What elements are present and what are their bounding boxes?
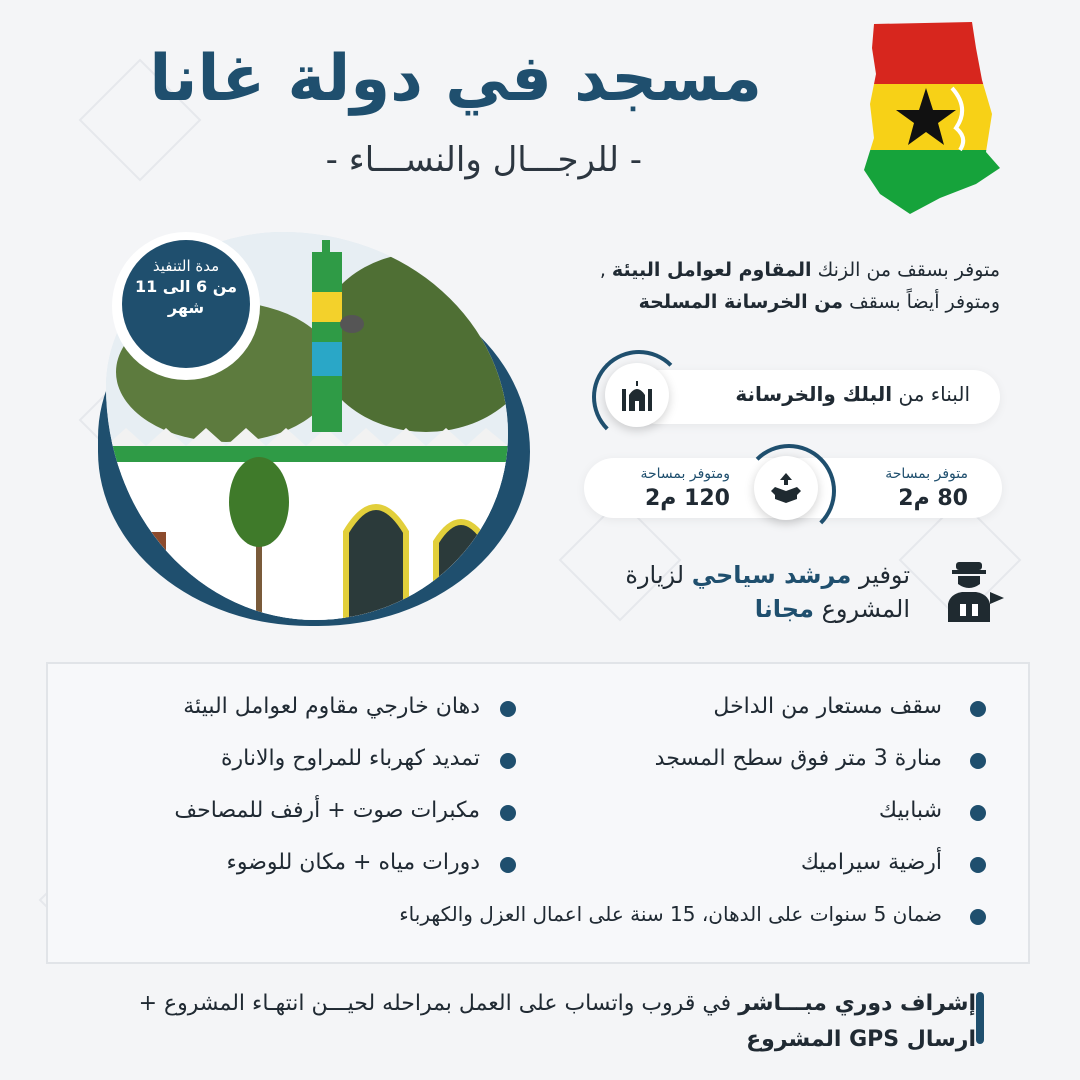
area-left-label: متوفر بمساحة xyxy=(885,466,968,482)
supervision-text xyxy=(96,986,976,1058)
duration-value: من 6 الى 11 xyxy=(134,277,238,296)
guide-bold-2: مجانا xyxy=(754,595,814,623)
bullet-icon xyxy=(500,805,516,821)
desc-text-2: , ومتوفر أيضاً بسقف xyxy=(599,259,1000,313)
construction-bold: البلك والخرسانة xyxy=(735,382,893,406)
feature-item: دهان خارجي مقاوم لعوامل البيئة xyxy=(183,694,480,719)
feature-item: أرضية سيراميك xyxy=(800,850,942,875)
roof-description xyxy=(550,254,1000,318)
page-subtitle: - للرجـــال والنســـاء - xyxy=(325,140,642,180)
feature-item-warranty: ضمان 5 سنوات على الدهان، 15 سنة على اعمال العزل والكهرباء xyxy=(399,902,942,926)
guide-bold-1: مرشد سياحي xyxy=(691,561,852,589)
supervision-bold-2: ارسال GPS المشروع xyxy=(746,1027,976,1052)
area-expand-icon xyxy=(769,471,803,505)
bullet-icon xyxy=(500,857,516,873)
feature-item: مكبرات صوت + أرفف للمصاحف xyxy=(174,798,480,823)
supervision-bold-1: إشراف دوري مبـــاشر xyxy=(738,991,976,1016)
guide-text xyxy=(580,558,910,626)
feature-item: شبابيك xyxy=(878,798,942,823)
area-icon-circle xyxy=(754,456,818,520)
guide-text-2: لزيارة المشروع xyxy=(625,561,910,623)
bullet-icon xyxy=(970,805,986,821)
bullet-icon xyxy=(970,753,986,769)
construction-prefix: البناء من xyxy=(892,382,970,406)
area-left-value: 80 م2 xyxy=(898,486,968,511)
desc-bold-2: من الخرسانة المسلحة xyxy=(638,291,844,313)
supervision-text-1: في قروب واتساب على العمل بمراحله لحيـــن انتهـاء المشروع + xyxy=(138,991,739,1016)
page-title: مسجد في دولة غانا xyxy=(149,42,762,116)
feature-item: دورات مياه + مكان للوضوء xyxy=(226,850,480,875)
feature-item: منارة 3 متر فوق سطح المسجد xyxy=(654,746,942,771)
bullet-icon xyxy=(970,701,986,717)
tour-guide-icon xyxy=(946,560,1004,622)
ghana-map-flag xyxy=(860,18,1010,216)
desc-bold-1: المقاوم لعوامل البيئة xyxy=(611,259,812,281)
duration-badge-inner xyxy=(122,240,250,368)
area-right-value: 120 م2 xyxy=(644,486,730,511)
mosque-icon xyxy=(620,379,654,411)
bullet-icon xyxy=(500,701,516,717)
area-right-label: ومتوفر بمساحة xyxy=(640,466,730,482)
desc-text-1: متوفر بسقف من الزنك xyxy=(811,259,1000,281)
bullet-icon xyxy=(970,909,986,925)
bullet-icon xyxy=(970,857,986,873)
duration-label: مدة التنفيذ xyxy=(152,257,220,275)
accent-bar xyxy=(976,992,984,1044)
construction-icon-circle xyxy=(605,363,669,427)
guide-text-1: توفير xyxy=(851,561,910,589)
construction-text xyxy=(735,382,970,406)
feature-item: سقف مستعار من الداخل xyxy=(713,694,942,719)
duration-unit: شهر xyxy=(167,298,205,317)
bullet-icon xyxy=(500,753,516,769)
feature-item: تمديد كهرباء للمراوح والانارة xyxy=(220,746,480,771)
